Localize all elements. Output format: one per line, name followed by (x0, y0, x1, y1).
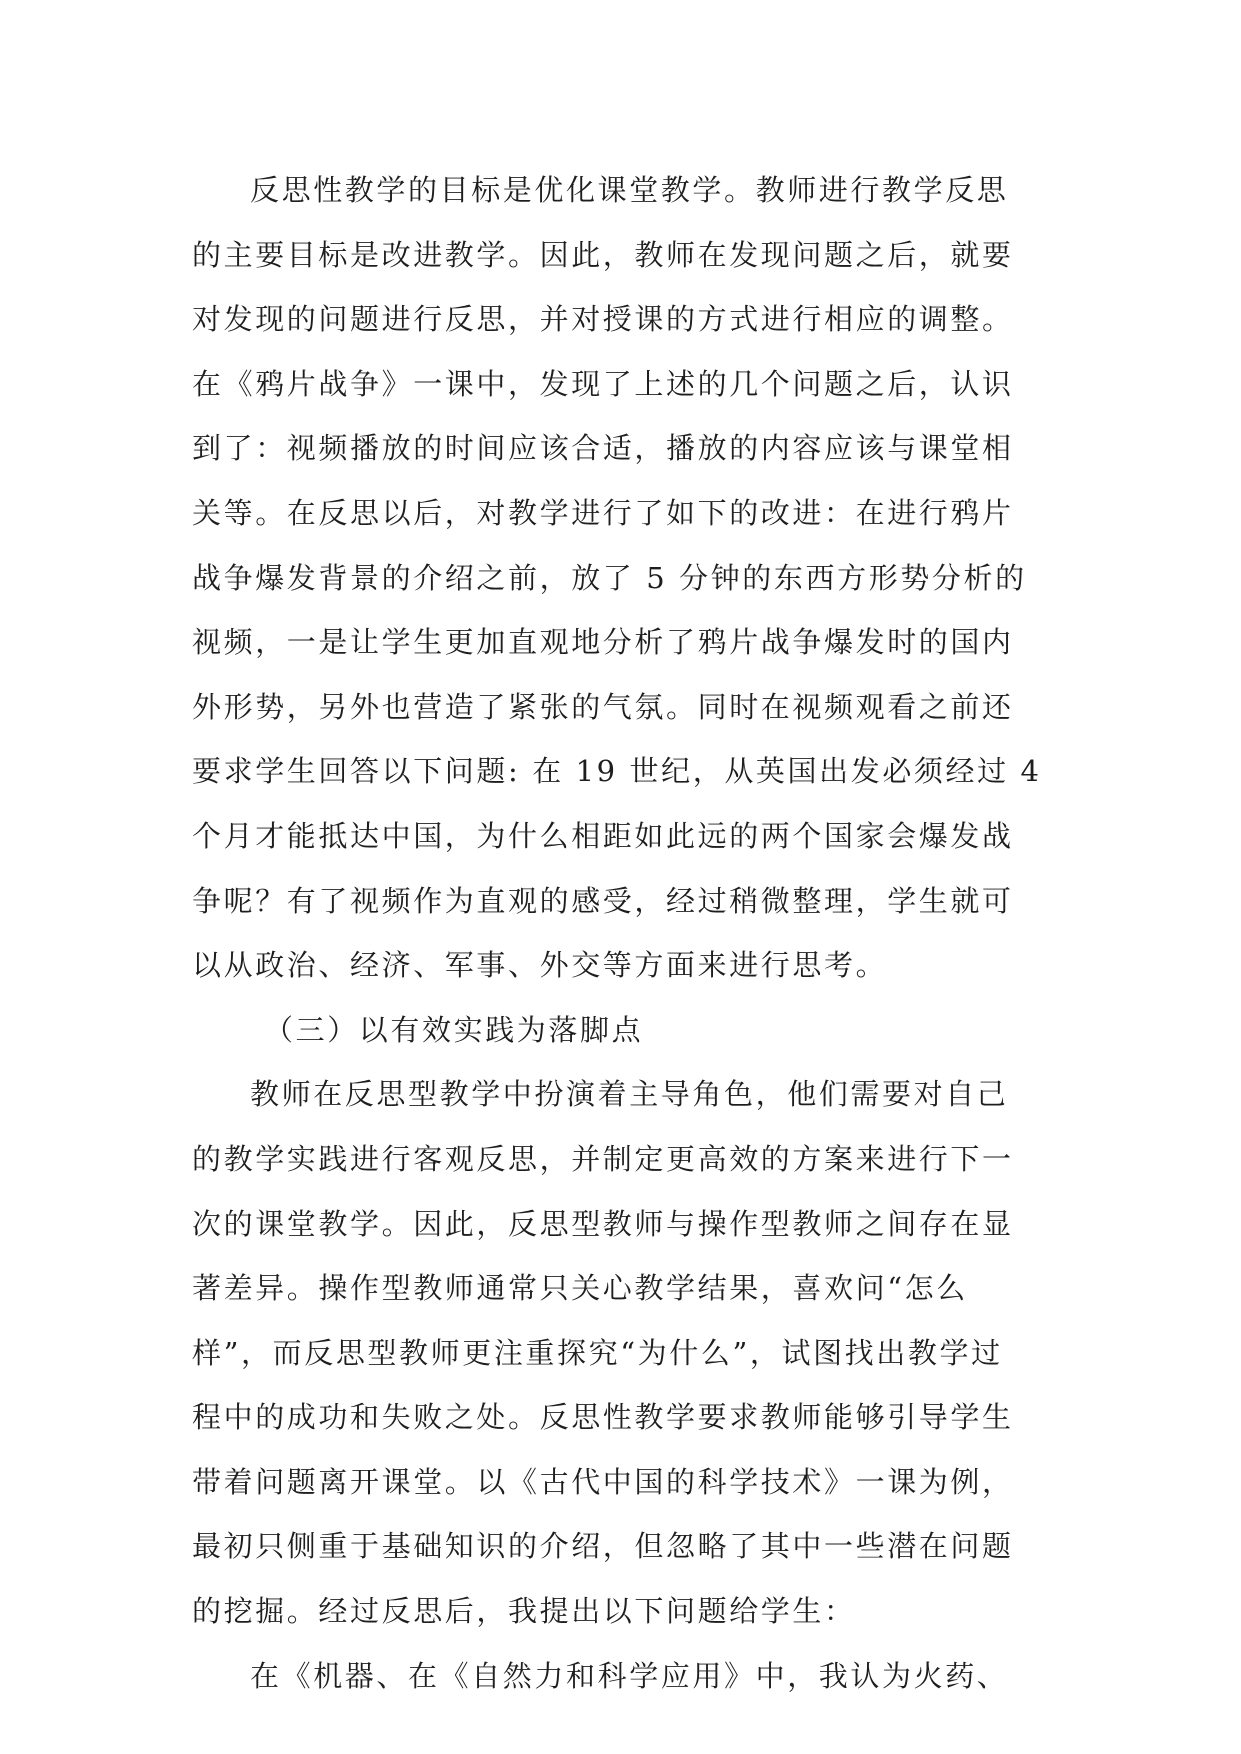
paragraph-line: 反思性教学的目标是优化课堂教学。教师进行教学反思 (250, 173, 1009, 207)
paragraph-line: 次的课堂教学。因此，反思型教师与操作型教师之间存在显 (192, 1206, 1014, 1241)
paragraph-line: 争呢？有了视频作为直观的感受，经过稍微整理，学生就可 (192, 883, 1014, 918)
paragraph-line: 的教学实践进行客观反思，并制定更高效的方案来进行下一 (192, 1141, 1014, 1176)
paragraph-line: 著差异。操作型教师通常只关心教学结果，喜欢问“怎么 (192, 1271, 968, 1306)
paragraph-line: 在《机器、在《自然力和科学应用》中，我认为火药、 (250, 1658, 1009, 1693)
paragraph-line: 到了：视频播放的时间应该合适，播放的内容应该与课堂相 (192, 431, 1014, 466)
paragraph-line: 外形势，另外也营造了紧张的气氛。同时在视频观看之前还 (192, 689, 1014, 724)
paragraph-line: 带着问题离开课堂。以《古代中国的科学技术》一课为例， (192, 1464, 1014, 1499)
section-heading: （三）以有效实践为落脚点 (264, 1012, 644, 1047)
paragraph-line: 以从政治、经济、军事、外交等方面来进行思考。 (192, 948, 888, 983)
paragraph-line: 教师在反思型教学中扮演着主导角色，他们需要对自己 (250, 1077, 1009, 1112)
paragraph-line: 战争爆发背景的介绍之前，放了 5 分钟的东西方形势分析的 (192, 560, 1027, 595)
paragraph-line: 对发现的问题进行反思，并对授课的方式进行相应的调整。 (192, 302, 1014, 337)
document-body (192, 158, 1062, 1708)
paragraph-line: 个月才能抵达中国，为什么相距如此远的两个国家会爆发战 (192, 818, 1014, 853)
paragraph-line: 程中的成功和失败之处。反思性教学要求教师能够引导学生 (192, 1400, 1014, 1435)
paragraph-line: 要求学生回答以下问题: 在 19 世纪，从英国出发必须经过 4 (192, 754, 1042, 789)
paragraph-line: 的主要目标是改进教学。因此，教师在发现问题之后，就要 (192, 237, 1014, 272)
paragraph-line: 的挖掘。经过反思后，我提出以下问题给学生： (192, 1594, 856, 1629)
paragraph-line: 视频，一是让学生更加直观地分析了鸦片战争爆发时的国内 (192, 625, 1014, 660)
paragraph-line: 关等。在反思以后，对教学进行了如下的改进：在进行鸦片 (192, 495, 1014, 530)
paragraph-line: 在《鸦片战争》一课中，发现了上述的几个问题之后，认识 (192, 366, 1014, 401)
paragraph-line: 样”，而反思型教师更注重探究“为什么”，试图找出教学过 (192, 1335, 1003, 1370)
paragraph-line: 最初只侧重于基础知识的介绍，但忽略了其中一些潜在问题 (192, 1529, 1014, 1564)
